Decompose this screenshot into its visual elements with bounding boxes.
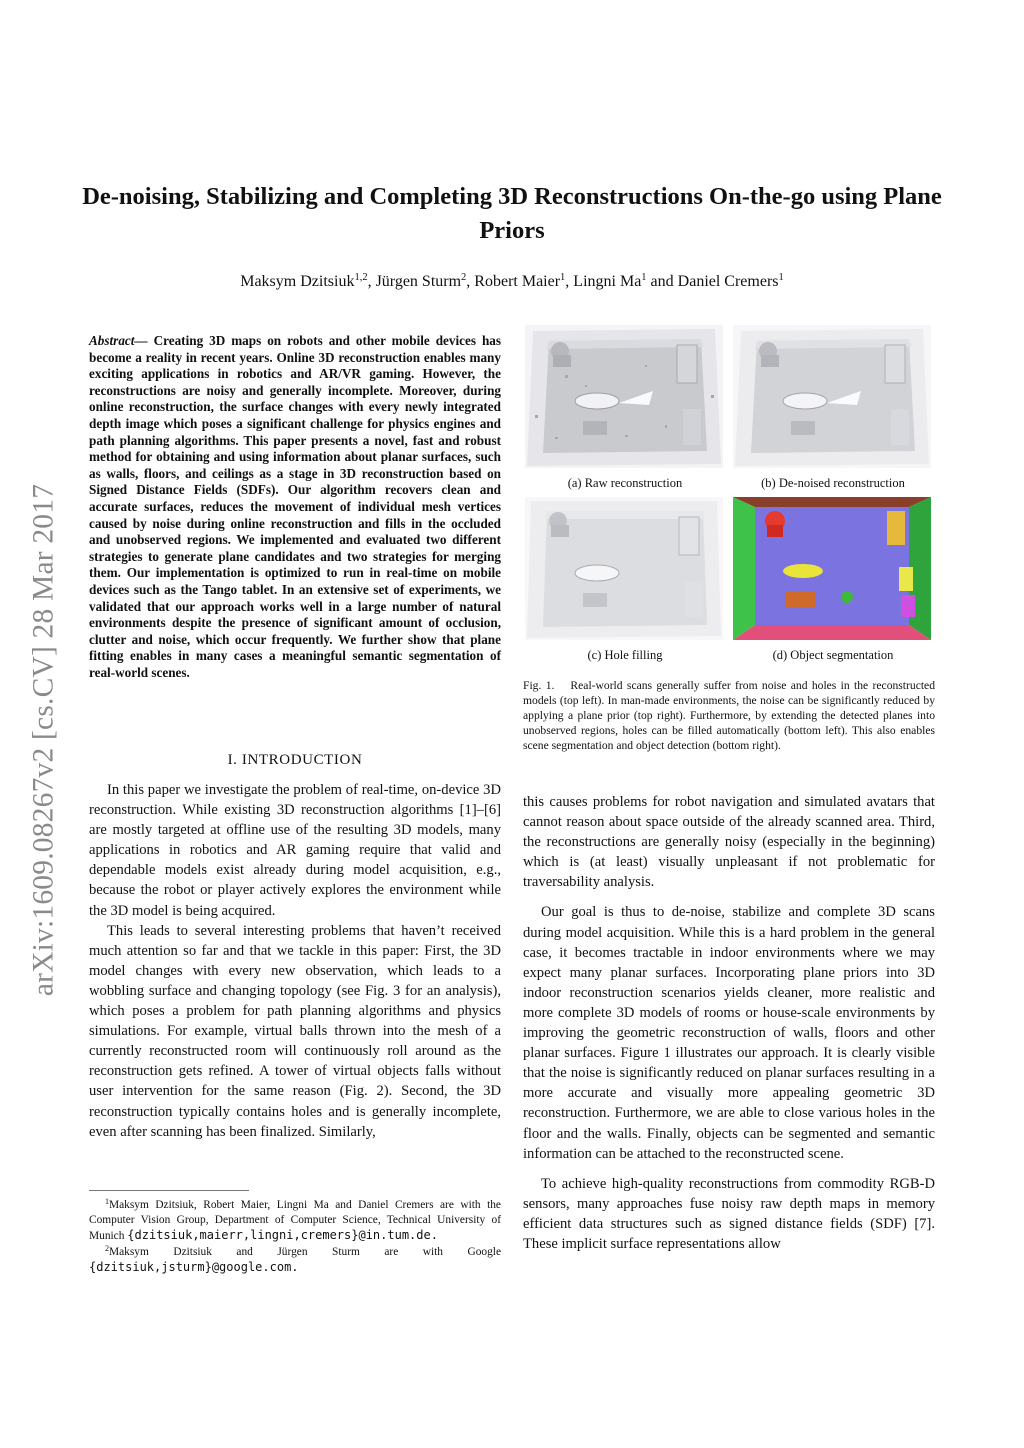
author-name: Jürgen Sturm (375, 273, 462, 290)
figure-1c-hole-filling-image (525, 497, 723, 640)
intro-right-column (523, 792, 935, 1264)
footnote-email: {dzitsiuk,maierr,lingni,cremers}@in.tum.de. (127, 1228, 438, 1242)
author-separator: , (565, 273, 574, 290)
author-separator: , (367, 273, 376, 290)
figure-caption-label: Fig. 1. (523, 679, 555, 692)
author-affiliation: 1 (560, 272, 566, 283)
author-separator: and (646, 273, 678, 290)
author-name: Maksym Dzitsiuk (240, 273, 355, 290)
author-affiliation: 2 (461, 272, 467, 283)
figure-1d-segmentation-image (733, 497, 931, 640)
paper-title: De-noising, Stabilizing and Completing 3D Reconstructions On-the-go using Plane Priors (82, 183, 942, 244)
arxiv-identifier: arXiv:1609.08267v2 [cs.CV] 28 Mar 2017 (27, 483, 60, 997)
footnote-mark: 1 (105, 1197, 109, 1206)
figure-1a-raw-image (525, 325, 723, 468)
abstract (89, 333, 501, 681)
paragraph: This leads to several interesting problems that haven’t received much attention so far and that we tackle in this paper: First, the 3D model changes with every new observation, which leads to a wobbling surface and changing topology (see Fig. 3 for an analysis), which poses a problem for path planning algorithms and physics simulations. For example, virtual balls thrown into the mesh of a currently reconstructed room will continuously roll around as the reconstruction gets refined. A tower of virtual objects falls without user intervention for the same reason (Fig. 2). Second, the 3D reconstruction typically contains holes and is generally incomplete, even after scanning has been finalized. Similarly, (89, 922, 501, 1140)
subcaption-c: (c) Hole filling (587, 648, 663, 662)
footnote-rule (89, 1190, 249, 1191)
footnote-text: Maksym Dzitsiuk and Jürgen Sturm are with Google (109, 1246, 501, 1258)
subcaption-b: (b) De-noised reconstruction (761, 476, 905, 490)
author-name: Robert Maier (474, 273, 561, 290)
author-name: Daniel Cremers (677, 273, 779, 290)
footnote-email: {dzitsiuk,jsturm}@google.com. (89, 1260, 299, 1274)
figure-caption (523, 678, 935, 753)
author-name: Lingni Ma (573, 273, 642, 290)
footnote-2 (89, 1245, 501, 1276)
author-affiliation: 1 (641, 272, 647, 283)
figure-caption-text: Real-world scans generally suffer from noise and holes in the reconstructed models (top left). In man-made environments, the noise can be significantly reduced by applying a plane prior (top right). Furthermore, by extending the detected planes into unobserved regions, holes can be filled automatically (bottom left). This also enables scene segmentation and object detection (bottom right). (523, 679, 935, 752)
paragraph: this causes problems for robot navigation and simulated avatars that cannot reason about space outside of the already scanned area. Third, the reconstructions are generally noisy (especially in the beginning) which is (at least) visually unpleasant if not problematic for traversability analysis. (523, 794, 935, 891)
figure-1b-denoised-image (733, 325, 931, 468)
abstract-text: Creating 3D maps on robots and other mobile devices has become a reality in recent years. Online 3D reconstruction enables many exciting applications in robotics and AR/VR gaming. However, the reconstructions are noisy and generally incomplete. Moreover, during online reconstruction, the surface changes with every newly integrated depth image which poses a significant challenge for physics engines and path planning algorithms. This paper presents a novel, fast and robust method for obtaining and using information about planar surfaces, such as walls, floors, and ceilings as a stage in 3D reconstruction based on Signed Distance Fields (SDFs). Our algorithm recovers clean and accurate surfaces, reduces the movement of individual mesh vertices caused by noise during online reconstruction and fills in the occluded and unobserved regions. We implemented and evaluated two different strategies to generate plane candidates and two strategies for merging them. Our implementation is optimized to run in real-time on mobile devices such as the Tango tablet. In an extensive set of experiments, we validated that our approach works well in a large number of natural environments despite the presence of significant amount of occlusion, clutter and noise, which occur frequently. We further show that plane fitting enables in many cases a meaningful semantic segmentation of real-world scenes. (89, 333, 502, 680)
footnote-text: Maksym Dzitsiuk, Robert Maier, Lingni Ma and Daniel Cremers are with the Computer Vision Group, Department of Computer Science, Technical University of Munich (89, 1199, 501, 1242)
author-list (80, 270, 944, 294)
subcaption-a: (a) Raw reconstruction (567, 476, 683, 490)
paragraph: In this paper we investigate the problem of real-time, on-device 3D reconstruction. While existing 3D reconstruction algorithms [1]–[6] are mostly targeted at offline use of the resulting 3D models, many applications in robotics and AR gaming require that valid and dependable models exist already during model acquisition, e.g., because the robot or player actively explores the environment while the 3D model is being acquired. (89, 782, 501, 919)
footnotes (89, 1198, 501, 1277)
intro-left-column (89, 780, 501, 1142)
paragraph: Our goal is thus to de-noise, stabilize and complete 3D scans during model acquisition. While this is a hard problem in the general case, it becomes tractable in indoor environments where we may expect many planar surfaces. Incorporating plane priors into 3D indoor reconstruction scenarios yields cleaner, more realistic and more complete 3D models of rooms or house-scale environments by improving the geometric reconstruction of walls, floors and other planar surfaces. Figure 1 illustrates our approach. It is clearly visible that the noise is significantly reduced on planar surfaces resulting in a more accurate and visually more appealing geometric 3D reconstruction. Furthermore, we are able to close various holes in the floor and the walls. Finally, objects can be segmented and semantic information can be attached to the reconstructed scene. (523, 904, 935, 1162)
footnote-mark: 2 (105, 1244, 109, 1253)
paragraph: To achieve high-quality reconstructions from commodity RGB-D sensors, many approaches fuse noisy raw depth maps in memory efficient data structures such as signed distance fields (SDF) [7]. These implicit surface representations allow (523, 1175, 935, 1252)
author-affiliation: 1,2 (354, 272, 368, 283)
footnote-1 (89, 1198, 501, 1244)
author-separator: , (466, 273, 475, 290)
abstract-label: Abstract— (89, 333, 148, 348)
section-heading: I. INTRODUCTION (227, 752, 363, 768)
subcaption-d: (d) Object segmentation (772, 648, 894, 662)
author-affiliation: 1 (778, 272, 784, 283)
